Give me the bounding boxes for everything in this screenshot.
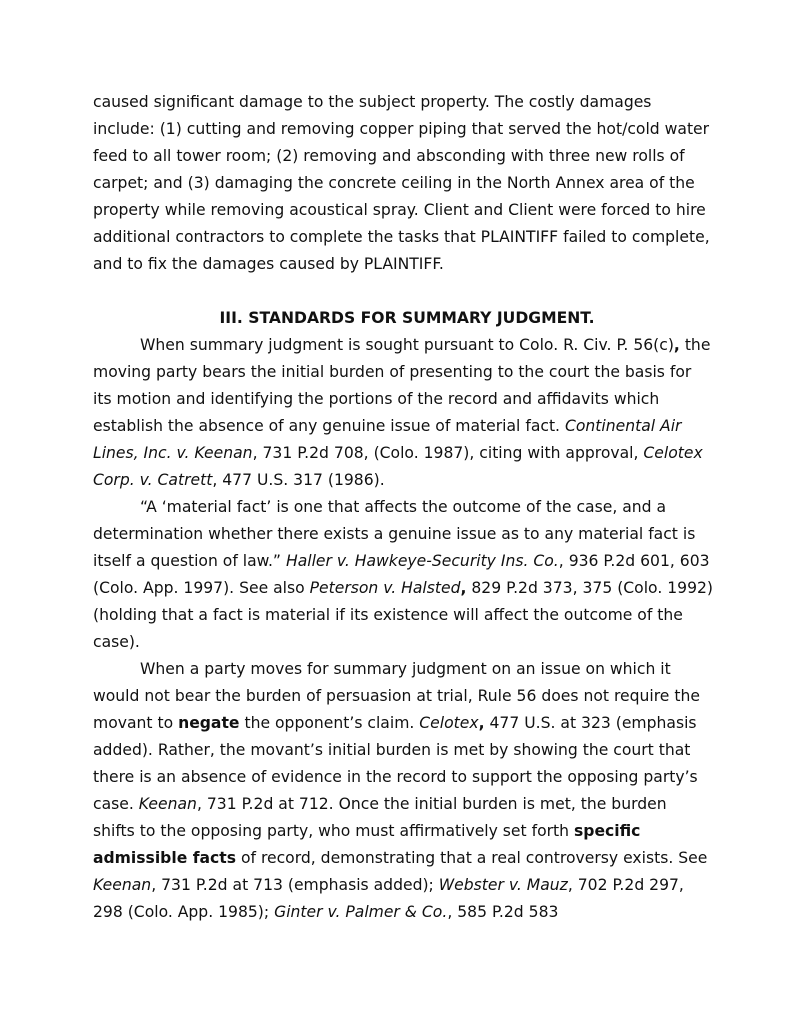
paragraph-material-fact — [93, 494, 713, 656]
bold-run: , — [478, 714, 485, 732]
text-run: the opponent’s claim. — [239, 714, 420, 732]
text-run: 829 P.2d 373, 375 (Colo. 1992) (holding that a fact is material if its existence will affect the outcome of the case). — [93, 579, 713, 651]
case-citation: Haller v. Hawkeye-Security Ins. Co. — [285, 552, 559, 570]
intro-text: caused significant damage to the subject property. The costly damages include: (1) cutting and removing copper piping that served the hot/cold water feed to all tower room; (2) removing and absconding with three new rolls of carpet; and (3) damaging the concrete ceiling in the North Annex area of the property while removing acoustical spray. Client and Client were forced to hire additional contractors to complete the tasks that PLAINTIFF failed to complete, and to fix the damages caused by PLAINTIFF. — [93, 93, 710, 273]
intro-paragraph — [93, 89, 713, 278]
section-heading: III. STANDARDS FOR SUMMARY JUDGMENT. — [219, 309, 595, 327]
bold-run: , — [460, 579, 467, 597]
text-run: , 731 P.2d 708, (Colo. 1987), citing with approval, — [252, 444, 644, 462]
case-citation: Continental Air Lines, Inc. v. Keenan — [93, 417, 682, 462]
case-citation: Keenan — [93, 876, 152, 894]
text-run: of record, demonstrating that a real controversy exists. See — [236, 849, 708, 867]
case-citation: Celotex Corp. v. Catrett — [93, 444, 703, 489]
text-run: 477 U.S. at 323 (emphasis added). Rather, the movant’s initial burden is met by showing the court that there is an absence of evidence in the record to support the opposing party’s case. — [93, 714, 698, 813]
document-body — [93, 89, 713, 926]
text-run: When a party moves for summary judgment on an issue on which it would not bear the burden of persuasion at trial, Rule 56 does not require the movant to — [93, 660, 700, 732]
case-citation: Celotex — [419, 714, 479, 732]
paragraph-burden-of-persuasion — [93, 656, 713, 926]
text-run: , 731 P.2d at 712. Once the initial burden is met, the burden shifts to the opposing party, who must affirmatively set forth — [93, 795, 667, 840]
text-run: “A ‘material fact’ is one that affects the outcome of the case, and a determination whether there exists a genuine issue as to any material fact is itself a question of law.” — [93, 498, 696, 570]
case-citation: Ginter v. Palmer & Co. — [274, 903, 448, 921]
text-run: the moving party bears the initial burden of presenting to the court the basis for its motion and identifying the portions of the record and affidavits which establish the absence of any genuine issue of material fact. — [93, 336, 711, 435]
case-citation: Keenan — [138, 795, 197, 813]
text-run: , 731 P.2d at 713 (emphasis added); — [151, 876, 439, 894]
case-citation: Peterson v. Halsted — [309, 579, 461, 597]
text-run: When summary judgment is sought pursuant to Colo. R. Civ. P. 56(c) — [140, 336, 674, 354]
paragraph-summary-judgment-standard — [93, 332, 713, 494]
case-citation: Webster v. Mauz — [438, 876, 568, 894]
text-run: , 936 P.2d 601, 603 (Colo. App. 1997). See also — [93, 552, 710, 597]
text-run: , 585 P.2d 583 — [447, 903, 559, 921]
text-run: , 477 U.S. 317 (1986). — [212, 471, 385, 489]
bold-run: negate — [178, 714, 240, 732]
bold-run: , — [673, 336, 680, 354]
text-run: , 702 P.2d 297, 298 (Colo. App. 1985); — [93, 876, 684, 921]
bold-run: specific admissible facts — [93, 822, 641, 867]
